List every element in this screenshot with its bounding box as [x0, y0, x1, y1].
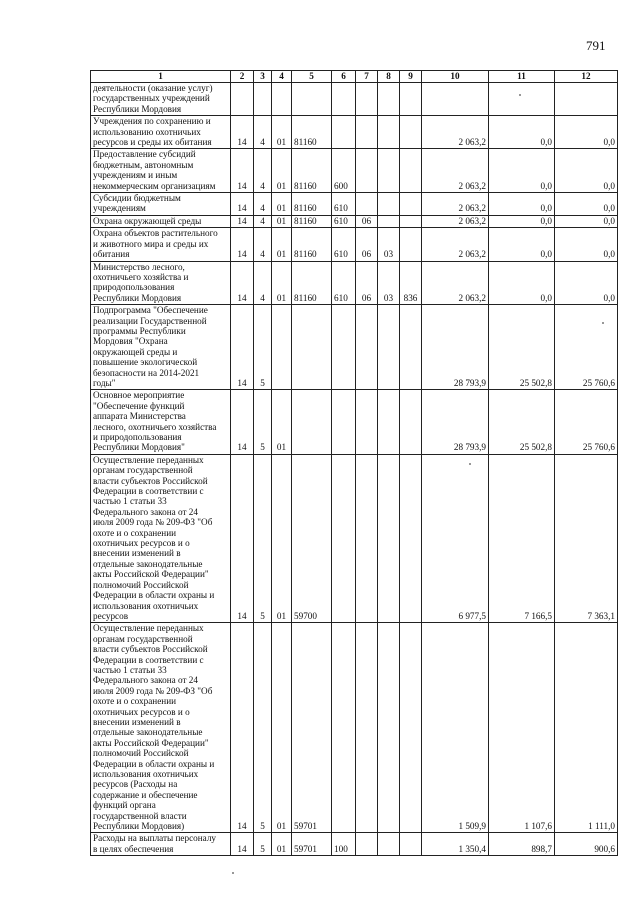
row-name-cell: Субсидии бюджетным учреждениям [91, 193, 231, 216]
table-row [91, 228, 618, 261]
cell-col-8 [378, 83, 400, 116]
cell-col-3 [254, 83, 272, 116]
cell-col-12: 0,0 [555, 228, 618, 261]
header-row [91, 71, 618, 83]
cell-col-11: 7 166,5 [489, 454, 555, 623]
table-row [91, 623, 618, 833]
cell-col-7 [356, 305, 378, 390]
cell-col-2: 14 [231, 215, 254, 227]
row-name-cell: Охрана окружающей среды [91, 215, 231, 227]
cell-col-11: 0,0 [489, 215, 555, 227]
cell-col-11: 898,7 [489, 833, 555, 856]
cell-col-11: 25 502,8 [489, 305, 555, 390]
cell-col-8: 03 [378, 228, 400, 261]
cell-col-4: 01 [272, 193, 292, 216]
cell-col-6: 100 [332, 833, 356, 856]
cell-col-2 [231, 83, 254, 116]
cell-col-12: 0,0 [555, 261, 618, 305]
cell-col-6 [332, 116, 356, 149]
cell-col-6: 610 [332, 193, 356, 216]
cell-col-9 [400, 193, 422, 216]
cell-col-8 [378, 305, 400, 390]
cell-col-10: 2 063,2 [422, 116, 489, 149]
budget-table [90, 70, 618, 856]
column-header: 7 [356, 71, 378, 83]
cell-col-10 [422, 83, 489, 116]
scan-speck [519, 94, 521, 96]
cell-col-6: 610 [332, 215, 356, 227]
cell-col-3: 5 [254, 390, 272, 454]
cell-col-5: 59701 [292, 623, 332, 833]
column-header: 5 [292, 71, 332, 83]
cell-col-3: 4 [254, 149, 272, 193]
column-header: 8 [378, 71, 400, 83]
cell-col-5: 81160 [292, 261, 332, 305]
cell-col-6 [332, 305, 356, 390]
cell-col-10: 1 350,4 [422, 833, 489, 856]
cell-col-3: 5 [254, 623, 272, 833]
cell-col-7 [356, 193, 378, 216]
column-header: 4 [272, 71, 292, 83]
cell-col-8 [378, 390, 400, 454]
cell-col-3: 4 [254, 116, 272, 149]
cell-col-7 [356, 833, 378, 856]
cell-col-5: 59701 [292, 833, 332, 856]
cell-col-12: 0,0 [555, 193, 618, 216]
column-header: 12 [555, 71, 618, 83]
cell-col-6 [332, 390, 356, 454]
cell-col-5: 81160 [292, 228, 332, 261]
cell-col-11: 25 502,8 [489, 390, 555, 454]
cell-col-6: 600 [332, 149, 356, 193]
scan-speck [602, 322, 604, 324]
cell-col-3: 4 [254, 261, 272, 305]
cell-col-9 [400, 305, 422, 390]
cell-col-4: 01 [272, 228, 292, 261]
cell-col-2: 14 [231, 116, 254, 149]
cell-col-12 [555, 83, 618, 116]
cell-col-10: 1 509,9 [422, 623, 489, 833]
cell-col-12: 900,6 [555, 833, 618, 856]
column-header: 10 [422, 71, 489, 83]
cell-col-2: 14 [231, 193, 254, 216]
scan-speck [232, 872, 234, 874]
cell-col-2: 14 [231, 261, 254, 305]
cell-col-5: 81160 [292, 116, 332, 149]
row-name-cell: Осуществление переданных органам государственной власти субъектов Российской Федерации в соответствии с частью 1 статьи 33 Федерального закона от 24 июля 2009 года № 209-ФЗ "Об охоте и о сохранении охотничьих ресурсов и о внесении изменений в отдельные законодательные акты Российской Федерации" полномочий Российской Федерации в области охраны и использования охотничьих ресурсов [91, 454, 231, 623]
row-name-cell: деятельности (оказание услуг) государственных учреждений Республики Мордовия [91, 83, 231, 116]
cell-col-6: 610 [332, 228, 356, 261]
table-row [91, 833, 618, 856]
cell-col-12: 0,0 [555, 149, 618, 193]
cell-col-2: 14 [231, 305, 254, 390]
row-name-cell: Учреждения по сохранению и использованию охотничьих ресурсов и среды их обитания [91, 116, 231, 149]
cell-col-6 [332, 83, 356, 116]
table-row [91, 83, 618, 116]
cell-col-11: 0,0 [489, 193, 555, 216]
cell-col-12: 0,0 [555, 215, 618, 227]
cell-col-10: 2 063,2 [422, 228, 489, 261]
cell-col-8 [378, 149, 400, 193]
cell-col-6 [332, 623, 356, 833]
cell-col-4: 01 [272, 149, 292, 193]
cell-col-9 [400, 833, 422, 856]
cell-col-4: 01 [272, 623, 292, 833]
cell-col-4 [272, 83, 292, 116]
cell-col-7 [356, 116, 378, 149]
cell-col-5 [292, 305, 332, 390]
cell-col-11: 0,0 [489, 261, 555, 305]
table-row [91, 116, 618, 149]
cell-col-3: 5 [254, 454, 272, 623]
cell-col-7: 06 [356, 215, 378, 227]
cell-col-5: 81160 [292, 215, 332, 227]
cell-col-11: 0,0 [489, 228, 555, 261]
cell-col-3: 5 [254, 305, 272, 390]
cell-col-11: 1 107,6 [489, 623, 555, 833]
cell-col-11: 0,0 [489, 116, 555, 149]
cell-col-7 [356, 149, 378, 193]
cell-col-8 [378, 623, 400, 833]
cell-col-2: 14 [231, 228, 254, 261]
cell-col-4: 01 [272, 454, 292, 623]
cell-col-4: 01 [272, 261, 292, 305]
cell-col-8 [378, 454, 400, 623]
row-name-cell: Основное мероприятие "Обеспечение функций аппарата Министерства лесного, охотничьего хозяйства и природопользования Республики Мордовия" [91, 390, 231, 454]
cell-col-10: 28 793,9 [422, 390, 489, 454]
column-header: 9 [400, 71, 422, 83]
column-header: 11 [489, 71, 555, 83]
cell-col-7: 06 [356, 261, 378, 305]
cell-col-8 [378, 215, 400, 227]
row-name-cell: Предоставление субсидий бюджетным, автономным учреждениям и иным некоммерческим организациям [91, 149, 231, 193]
cell-col-11 [489, 83, 555, 116]
cell-col-9 [400, 83, 422, 116]
cell-col-7 [356, 83, 378, 116]
cell-col-8: 03 [378, 261, 400, 305]
cell-col-9 [400, 454, 422, 623]
cell-col-2: 14 [231, 454, 254, 623]
cell-col-9 [400, 390, 422, 454]
row-name-cell: Расходы на выплаты персоналу в целях обеспечения [91, 833, 231, 856]
table-row [91, 149, 618, 193]
cell-col-10: 6 977,5 [422, 454, 489, 623]
cell-col-10: 2 063,2 [422, 149, 489, 193]
row-name-cell: Министерство лесного, охотничьего хозяйства и природопользования Республики Мордовия [91, 261, 231, 305]
column-header: 6 [332, 71, 356, 83]
cell-col-12: 7 363,1 [555, 454, 618, 623]
cell-col-2: 14 [231, 149, 254, 193]
column-header: 3 [254, 71, 272, 83]
cell-col-5: 81160 [292, 149, 332, 193]
table-row [91, 390, 618, 454]
page-number: 791 [586, 38, 606, 53]
cell-col-3: 4 [254, 215, 272, 227]
cell-col-2: 14 [231, 623, 254, 833]
cell-col-8 [378, 116, 400, 149]
cell-col-8 [378, 833, 400, 856]
cell-col-9 [400, 116, 422, 149]
cell-col-9 [400, 149, 422, 193]
cell-col-3: 4 [254, 228, 272, 261]
cell-col-4: 01 [272, 390, 292, 454]
column-header: 2 [231, 71, 254, 83]
cell-col-12: 0,0 [555, 116, 618, 149]
cell-col-11: 0,0 [489, 149, 555, 193]
cell-col-9: 836 [400, 261, 422, 305]
cell-col-9 [400, 623, 422, 833]
row-name-cell: Подпрограмма "Обеспечение реализации Государственной программы Республики Мордовия "Охрана окружающей среды и повышение экологической безопасности на 2014-2021 годы" [91, 305, 231, 390]
cell-col-12: 1 111,0 [555, 623, 618, 833]
row-name-cell: Осуществление переданных органам государственной власти субъектов Российской Федерации в соответствии с частью 1 статьи 33 Федерального закона от 24 июля 2009 года № 209-ФЗ "Об охоте и о сохранении охотничьих ресурсов и о внесении изменений в отдельные законодательные акты Российской Федерации" полномочий Российской Федерации в области охраны и использования охотничьих ресурсов (Расходы на содержание и обеспечение функций органа государственной власти Республики Мордовия) [91, 623, 231, 833]
cell-col-7 [356, 390, 378, 454]
cell-col-10: 28 793,9 [422, 305, 489, 390]
table-row [91, 454, 618, 623]
table-row [91, 193, 618, 216]
table-row [91, 305, 618, 390]
cell-col-7: 06 [356, 228, 378, 261]
cell-col-6: 610 [332, 261, 356, 305]
cell-col-3: 5 [254, 833, 272, 856]
cell-col-4: 01 [272, 116, 292, 149]
cell-col-8 [378, 193, 400, 216]
cell-col-7 [356, 623, 378, 833]
cell-col-5: 59700 [292, 454, 332, 623]
cell-col-4: 01 [272, 215, 292, 227]
cell-col-4: 01 [272, 833, 292, 856]
cell-col-10: 2 063,2 [422, 193, 489, 216]
cell-col-4 [272, 305, 292, 390]
cell-col-12: 25 760,6 [555, 390, 618, 454]
cell-col-5 [292, 390, 332, 454]
cell-col-3: 4 [254, 193, 272, 216]
table-row [91, 261, 618, 305]
column-header: 1 [91, 71, 231, 83]
cell-col-9 [400, 215, 422, 227]
cell-col-10: 2 063,2 [422, 261, 489, 305]
cell-col-2: 14 [231, 390, 254, 454]
cell-col-7 [356, 454, 378, 623]
cell-col-2: 14 [231, 833, 254, 856]
cell-col-9 [400, 228, 422, 261]
cell-col-6 [332, 454, 356, 623]
scan-speck [469, 463, 471, 465]
cell-col-5 [292, 83, 332, 116]
row-name-cell: Охрана объектов растительного и животного мира и среды их обитания [91, 228, 231, 261]
cell-col-5: 81160 [292, 193, 332, 216]
cell-col-10: 2 063,2 [422, 215, 489, 227]
table-row [91, 215, 618, 227]
cell-col-12: 25 760,6 [555, 305, 618, 390]
